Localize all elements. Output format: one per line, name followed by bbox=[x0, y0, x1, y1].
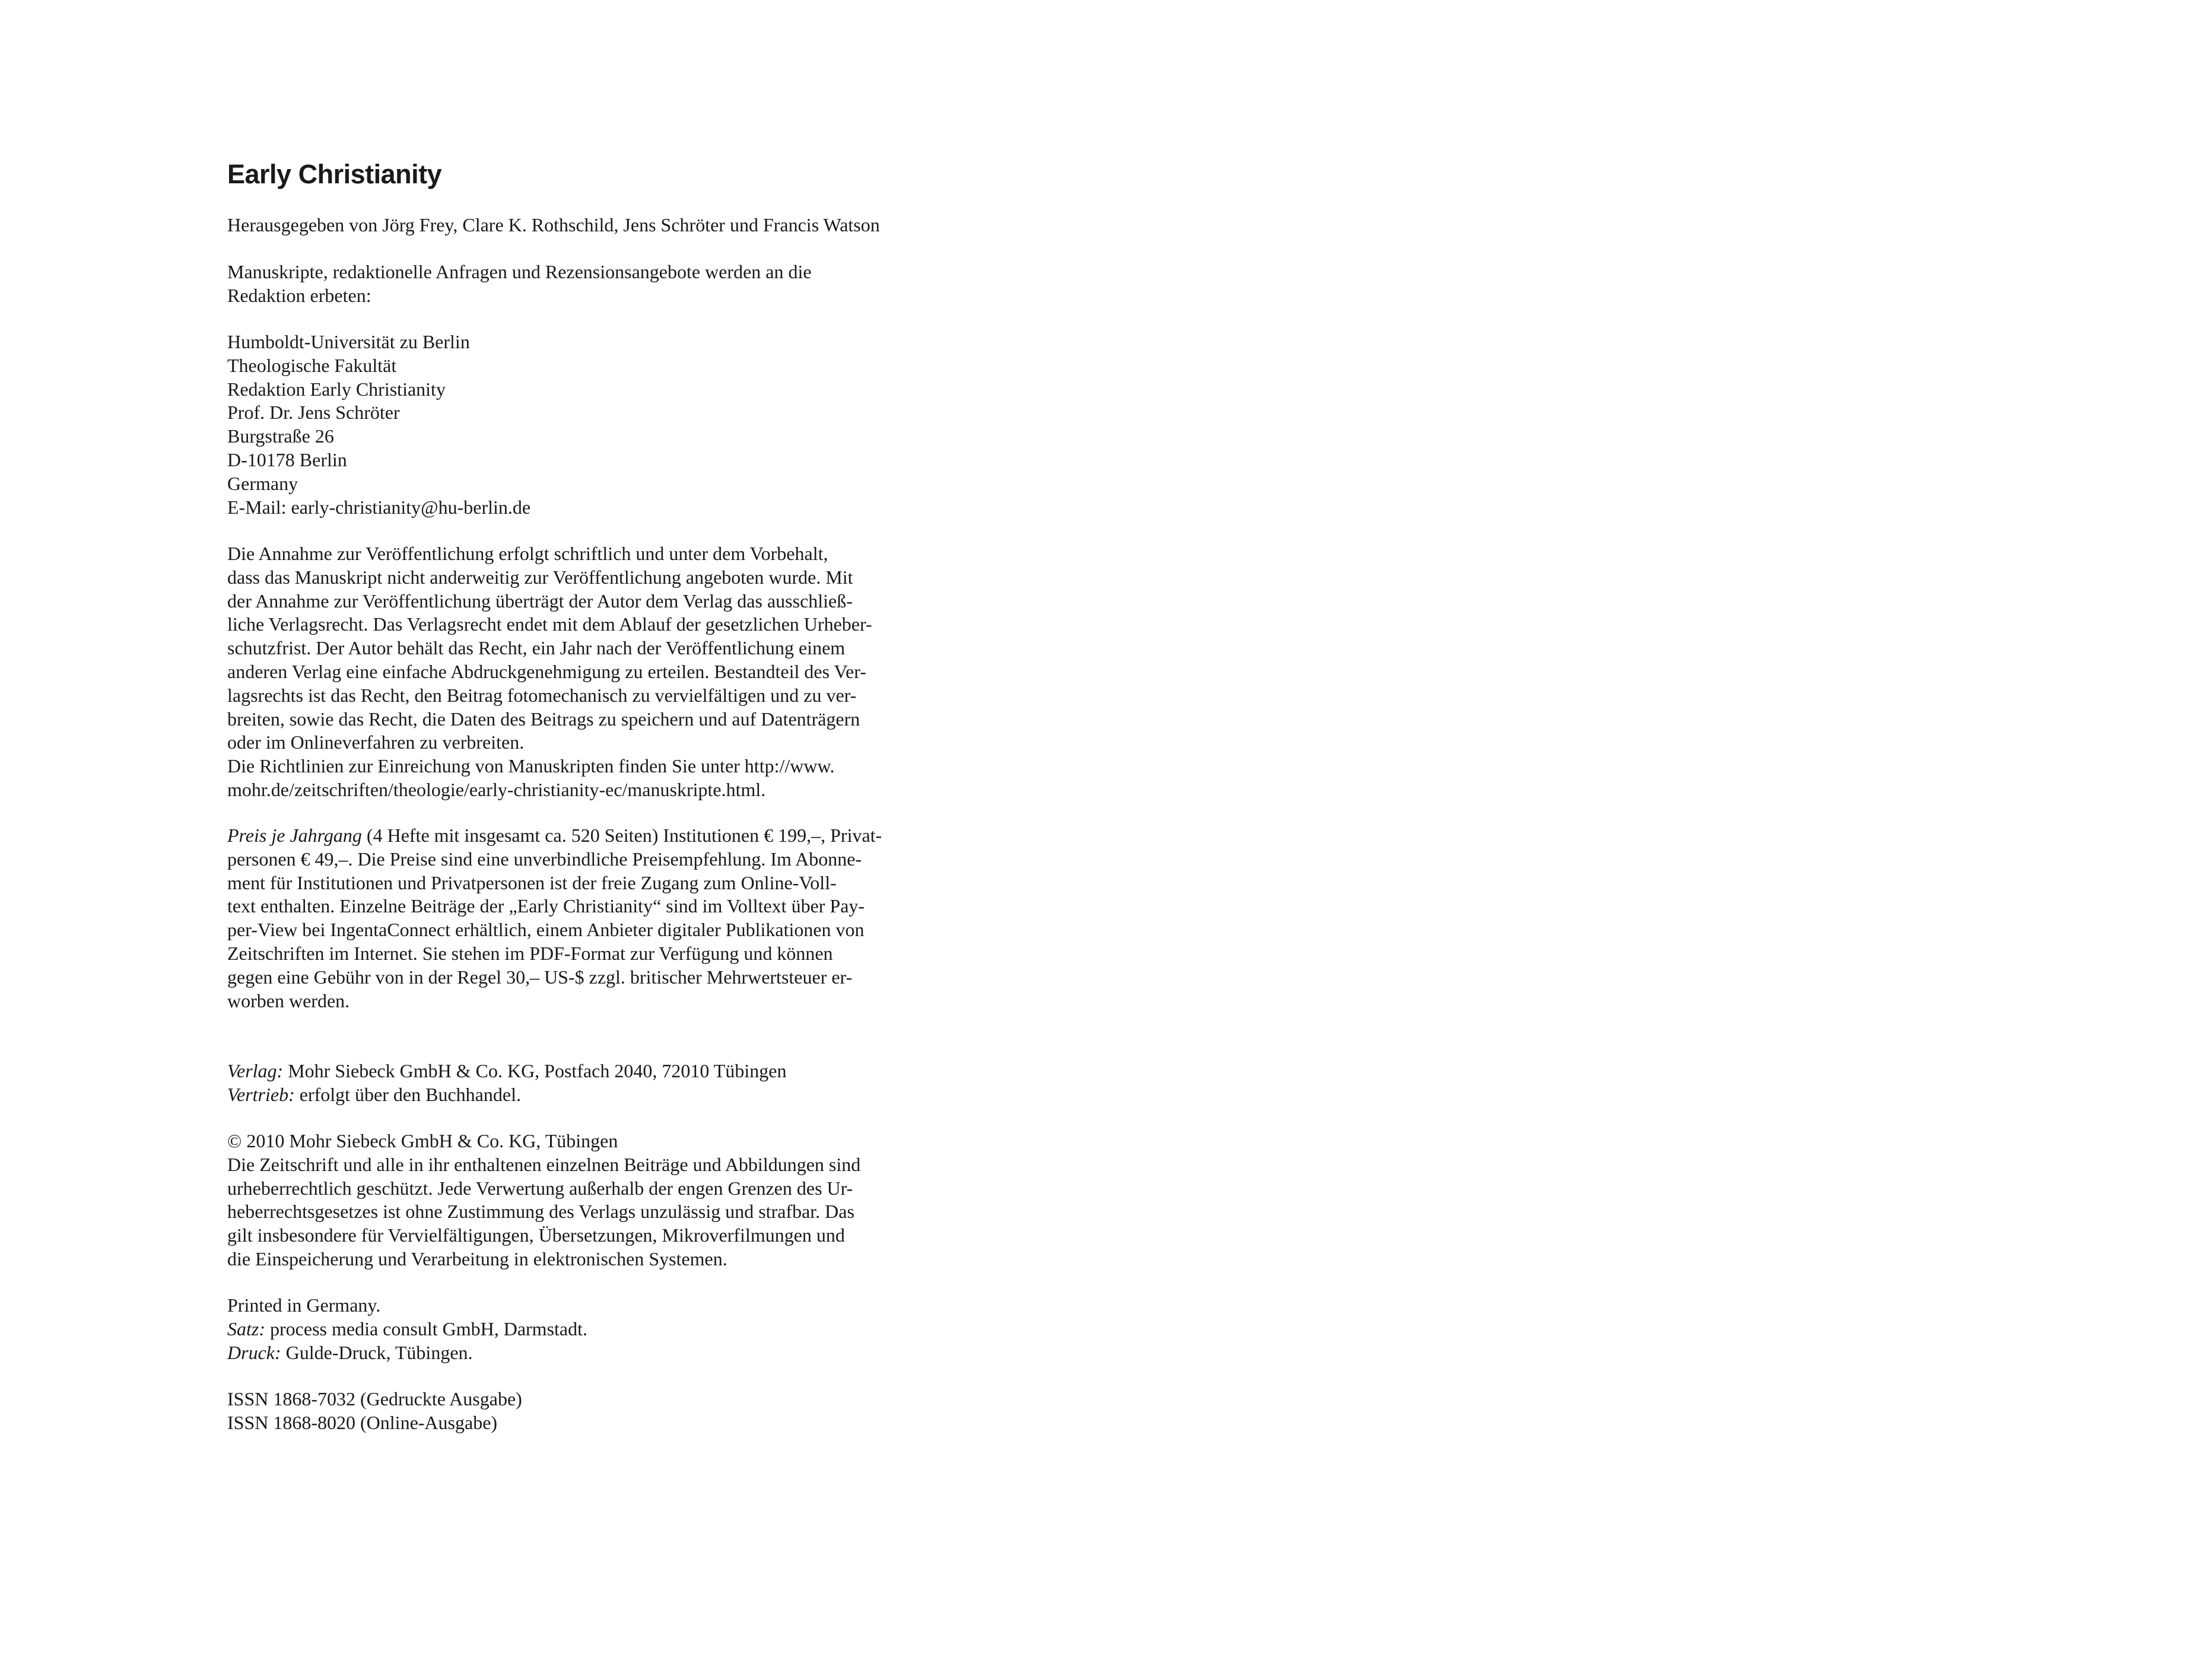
text-line bbox=[227, 260, 812, 284]
line-text: ISSN 1868-8020 (Online-Ausgabe) bbox=[227, 1411, 498, 1433]
line-text: Humboldt-Universität zu Berlin bbox=[227, 331, 470, 352]
paragraph-printing bbox=[227, 1294, 587, 1364]
text-line bbox=[227, 613, 872, 637]
line-text: gilt insbesondere für Vervielfältigungen, Übersetzungen, Mikroverfilmungen und bbox=[227, 1224, 845, 1246]
paragraph-copyright bbox=[227, 1129, 860, 1271]
text-line bbox=[227, 684, 872, 708]
line-text: (4 Hefte mit insgesamt ca. 520 Seiten) Institutionen € 199,–, Privat- bbox=[361, 825, 882, 846]
text-line bbox=[227, 214, 880, 237]
paragraph-acceptance bbox=[227, 542, 872, 802]
line-text: © 2010 Mohr Siebeck GmbH & Co. KG, Tübingen bbox=[227, 1130, 618, 1151]
line-text: process media consult GmbH, Darmstadt. bbox=[265, 1318, 587, 1339]
text-line bbox=[227, 330, 530, 354]
line-text: worben werden. bbox=[227, 989, 350, 1011]
text-line bbox=[227, 778, 872, 802]
line-text: E-Mail: early-christianity@hu-berlin.de bbox=[227, 496, 531, 518]
line-text: Redaktion erbeten: bbox=[227, 284, 371, 306]
text-line bbox=[227, 1059, 786, 1083]
text-line bbox=[227, 1411, 522, 1435]
italic-label: Preis je Jahrgang bbox=[227, 825, 362, 846]
line-text: oder im Onlineverfahren zu verbreiten. bbox=[227, 731, 525, 753]
text-line bbox=[227, 848, 882, 871]
line-text: Germany bbox=[227, 472, 298, 494]
text-line bbox=[227, 1200, 860, 1224]
text-line bbox=[227, 1153, 860, 1177]
line-text: text enthalten. Einzelne Beiträge der „Early Christianity“ sind im Volltext über Pay- bbox=[227, 895, 865, 917]
text-line bbox=[227, 1294, 587, 1318]
line-text: Herausgegeben von Jörg Frey, Clare K. Rothschild, Jens Schröter und Francis Watson bbox=[227, 214, 880, 236]
italic-label: Satz: bbox=[227, 1318, 265, 1339]
line-text: ment für Institutionen und Privatpersonen ist der freie Zugang zum Online-Voll- bbox=[227, 871, 837, 893]
line-text: mohr.de/zeitschriften/theologie/early-christianity-ec/manuskripte.html. bbox=[227, 778, 766, 800]
text-line bbox=[227, 425, 530, 448]
text-line bbox=[227, 637, 872, 660]
text-line bbox=[227, 590, 872, 613]
line-text: lagsrechts ist das Recht, den Beitrag fotomechanisch zu vervielfältigen und zu ver- bbox=[227, 684, 857, 706]
line-text: liche Verlagsrecht. Das Verlagsrecht endet mit dem Ablauf der gesetzlichen Urheber- bbox=[227, 613, 872, 635]
text-line bbox=[227, 989, 882, 1013]
text-line bbox=[227, 566, 872, 590]
line-text: erfolgt über den Buchhandel. bbox=[294, 1083, 521, 1105]
line-text: D-10178 Berlin bbox=[227, 448, 347, 470]
paragraph-address bbox=[227, 330, 530, 519]
text-line bbox=[227, 284, 812, 308]
line-text: Burgstraße 26 bbox=[227, 425, 334, 447]
line-text: Die Zeitschrift und alle in ihr enthaltenen einzelnen Beiträge und Abbildungen sind bbox=[227, 1153, 861, 1175]
line-text: Mohr Siebeck GmbH & Co. KG, Postfach 2040, 72010 Tübingen bbox=[283, 1060, 787, 1081]
text-line bbox=[227, 731, 872, 755]
text-line bbox=[227, 942, 882, 966]
italic-label: Verlag: bbox=[227, 1060, 284, 1081]
line-text: schutzfrist. Der Autor behält das Recht, ein Jahr nach der Veröffentlichung einem bbox=[227, 637, 846, 659]
text-line bbox=[227, 1129, 860, 1153]
line-text: Manuskripte, redaktionelle Anfragen und Rezensionsangebote werden an die bbox=[227, 261, 812, 282]
text-line bbox=[227, 401, 530, 425]
line-text: Gulde-Druck, Tübingen. bbox=[281, 1341, 473, 1363]
line-text: Zeitschriften im Internet. Sie stehen im PDF-Format zur Verfügung und können bbox=[227, 942, 833, 964]
text-line bbox=[227, 660, 872, 684]
line-text: heberrechtsgesetzes ist ohne Zustimmung des Verlags unzulässig und strafbar. Das bbox=[227, 1201, 854, 1223]
text-line bbox=[227, 918, 882, 942]
italic-label: Vertrieb: bbox=[227, 1083, 295, 1105]
paragraph-pricing bbox=[227, 824, 882, 1013]
text-line bbox=[227, 708, 872, 731]
line-text: Printed in Germany. bbox=[227, 1294, 381, 1316]
text-line bbox=[227, 1388, 522, 1411]
line-text: anderen Verlag eine einfache Abdruckgenehmigung zu erteilen. Bestandteil des Ver- bbox=[227, 660, 866, 682]
text-line bbox=[227, 472, 530, 496]
paragraph-publisher bbox=[227, 1059, 786, 1107]
line-text: die Einspeicherung und Verarbeitung in elektronischen Systemen. bbox=[227, 1248, 727, 1269]
text-line bbox=[227, 1318, 587, 1341]
text-line bbox=[227, 496, 530, 520]
text-line bbox=[227, 542, 872, 566]
text-line bbox=[227, 895, 882, 918]
text-line bbox=[227, 1083, 786, 1107]
line-text: Redaktion Early Christianity bbox=[227, 378, 446, 400]
line-text: der Annahme zur Veröffentlichung überträgt der Autor dem Verlag das ausschließ- bbox=[227, 590, 853, 612]
line-text: Prof. Dr. Jens Schröter bbox=[227, 402, 400, 424]
text-line bbox=[227, 871, 882, 895]
paragraph-editors bbox=[227, 214, 880, 237]
line-text: dass das Manuskript nicht anderweitig zur Veröffentlichung angeboten wurde. Mit bbox=[227, 566, 853, 588]
line-text: urheberrechtlich geschützt. Jede Verwertung außerhalb der engen Grenzen des Ur- bbox=[227, 1177, 853, 1199]
text-line bbox=[227, 1248, 860, 1271]
text-line bbox=[227, 448, 530, 472]
text-line bbox=[227, 354, 530, 378]
text-line bbox=[227, 1224, 860, 1248]
line-text: Die Annahme zur Veröffentlichung erfolgt schriftlich und unter dem Vorbehalt, bbox=[227, 543, 828, 564]
line-text: breiten, sowie das Recht, die Daten des Beitrags zu speichern und auf Datenträgern bbox=[227, 708, 860, 730]
line-text: Die Richtlinien zur Einreichung von Manuskripten finden Sie unter http://www. bbox=[227, 755, 835, 777]
text-line bbox=[227, 966, 882, 989]
line-text: gegen eine Gebühr von in der Regel 30,– US-$ zzgl. britischer Mehrwertsteuer er- bbox=[227, 966, 853, 988]
text-line bbox=[227, 1341, 587, 1365]
paragraph-submissions bbox=[227, 260, 812, 308]
italic-label: Druck: bbox=[227, 1341, 281, 1363]
text-line bbox=[227, 378, 530, 402]
text-line bbox=[227, 1177, 860, 1201]
text-line bbox=[227, 824, 882, 848]
text-line bbox=[227, 755, 872, 778]
line-text: personen € 49,–. Die Preise sind eine unverbindliche Preisempfehlung. Im Abonne- bbox=[227, 848, 862, 870]
paragraph-issn bbox=[227, 1388, 522, 1435]
journal-title: Early Christianity bbox=[227, 159, 442, 189]
line-text: Theologische Fakultät bbox=[227, 354, 397, 376]
line-text: ISSN 1868-7032 (Gedruckte Ausgabe) bbox=[227, 1388, 522, 1409]
line-text: per-View bei IngentaConnect erhältlich, einem Anbieter digitaler Publikationen von bbox=[227, 919, 865, 941]
